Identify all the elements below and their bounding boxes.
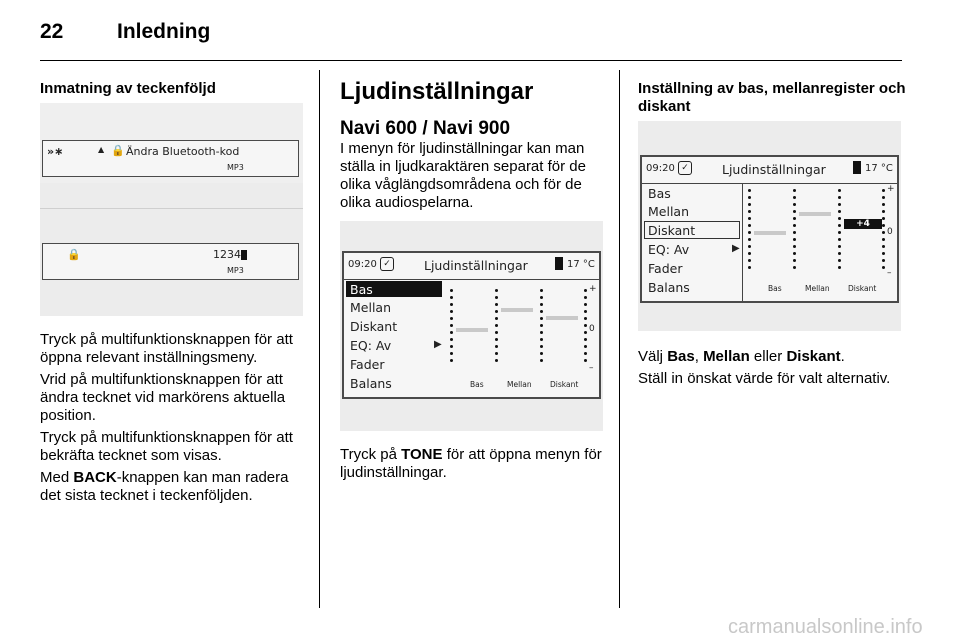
col-label-mellan: Mellan (805, 284, 830, 293)
middle-intro: I menyn för ljudinställningar kan man ställa in ljudkaraktären separat för de olika våglängdsområdena och för de olika audiospelarna. (340, 140, 586, 211)
temperature: 17 °C (567, 259, 595, 270)
bluetooth-icon: »∗ (47, 145, 64, 158)
screen-title: Ljudinställningar (424, 258, 528, 273)
slider-mellan (793, 189, 796, 273)
scale-plus: + (589, 284, 597, 294)
level-bar-bas (754, 231, 786, 235)
slider-mellan (495, 289, 498, 366)
menu-item-bas[interactable]: Bas (350, 282, 373, 297)
screen-title: Ljudinställningar (722, 162, 826, 177)
column-divider-1 (319, 70, 320, 608)
slider-bas (748, 189, 751, 273)
col-label-bas: Bas (768, 284, 782, 293)
level-bar-mellan (501, 308, 533, 312)
scale-minus: – (887, 268, 892, 278)
status-bar (642, 157, 897, 184)
check-icon: ✓ (380, 257, 394, 271)
scale-zero: 0 (887, 227, 893, 237)
paragraph-select: Välj Bas, Mellan eller Diskant. (638, 348, 845, 365)
level-bar-mellan (799, 212, 831, 216)
paragraph-tone: Tryck på TONE för att öppna menyn för ljudinställningar. (340, 446, 602, 481)
col-label-diskant: Diskant (848, 284, 877, 293)
phone-icon (555, 257, 563, 270)
menu-item-balans[interactable]: Balans (350, 376, 392, 391)
watermark: carmanualsonline.info (728, 616, 923, 638)
scale-plus: + (887, 184, 895, 194)
screen-code-entry (42, 243, 299, 280)
phone-icon (853, 161, 861, 174)
screen2-value: 1234 (213, 248, 241, 261)
menu-item-eq[interactable]: EQ: Av (648, 242, 690, 257)
section-heading-bass-treble: Inställning av bas, mellanregister och diskant (638, 80, 906, 115)
temperature: 17 °C (865, 163, 893, 174)
middle-body-text (340, 446, 605, 486)
page-number: 22 (40, 20, 64, 43)
slider-bas (450, 289, 453, 366)
figure-sound-menu (340, 221, 603, 431)
clock: 09:20 (646, 163, 675, 174)
cursor-block-icon (241, 250, 247, 260)
paragraph-set-value: Ställ in önskat värde för valt alternativ. (638, 370, 891, 387)
left-body-text (40, 331, 305, 509)
scale-zero: 0 (589, 324, 595, 334)
screen2-source: MP3 (227, 266, 244, 275)
lock-icon: 🔒 (111, 144, 125, 157)
scale-minus: – (589, 363, 594, 373)
scale (882, 189, 885, 273)
menu-item-mellan[interactable]: Mellan (350, 300, 392, 315)
screen-sound-settings (640, 155, 899, 303)
right-body-text (638, 348, 908, 392)
menu-item-mellan[interactable]: Mellan (648, 204, 690, 219)
paragraph-back: Med BACK-knappen kan man radera det sista tecknet i teckenföljden. (40, 469, 289, 504)
section-heading-text-entry: Inmatning av teckenföljd (40, 80, 216, 97)
arrow-right-icon: ▶ (732, 243, 740, 254)
chapter-title: Inledning (117, 20, 211, 43)
check-icon: ✓ (678, 161, 692, 175)
col-label-mellan: Mellan (507, 380, 532, 389)
column-divider-2 (619, 70, 620, 608)
arrow-right-icon: ▶ (434, 339, 442, 350)
menu-item-eq[interactable]: EQ: Av (350, 338, 392, 353)
menu-item-bas[interactable]: Bas (648, 186, 671, 201)
paragraph: Tryck på multifunktionsknappen för att öppna relevant inställningsmeny. (40, 331, 293, 366)
figure-text-entry (40, 103, 303, 316)
level-bar-diskant (546, 316, 578, 320)
level-bar-bas (456, 328, 488, 332)
screen-sound-settings (342, 251, 601, 399)
subheading-navi: Navi 600 / Navi 900 (340, 118, 511, 139)
menu-item-diskant[interactable]: Diskant (350, 319, 398, 334)
status-bar (344, 253, 599, 280)
slider-diskant (838, 189, 841, 273)
figure-treble-setting (638, 121, 901, 331)
paragraph: Vrid på multifunktionsknappen för att ändra tecknet vid markörens aktuella position. (40, 371, 286, 424)
header-rule (40, 60, 902, 61)
menu-item-fader[interactable]: Fader (350, 357, 385, 372)
screen-bluetooth-code (42, 140, 299, 177)
screen1-source: MP3 (227, 163, 244, 172)
menu-divider (742, 183, 743, 301)
menu-item-fader[interactable]: Fader (648, 261, 683, 276)
menu-item-balans[interactable]: Balans (648, 280, 690, 295)
menu-item-diskant[interactable]: Diskant (648, 223, 696, 238)
value-badge: +4 (844, 219, 882, 229)
caret-up-icon: ▲ (98, 145, 105, 154)
section-heading-sound: Ljudinställningar (340, 78, 534, 105)
lock-icon: 🔒 (67, 248, 81, 261)
slider-diskant (540, 289, 543, 366)
screen1-title: Ändra Bluetooth-kod (126, 145, 240, 158)
paragraph: Tryck på multifunktionsknappen för att bekräfta tecknet som visas. (40, 429, 293, 464)
col-label-diskant: Diskant (550, 380, 579, 389)
scale (584, 289, 587, 366)
clock: 09:20 (348, 259, 377, 270)
col-label-bas: Bas (470, 380, 484, 389)
